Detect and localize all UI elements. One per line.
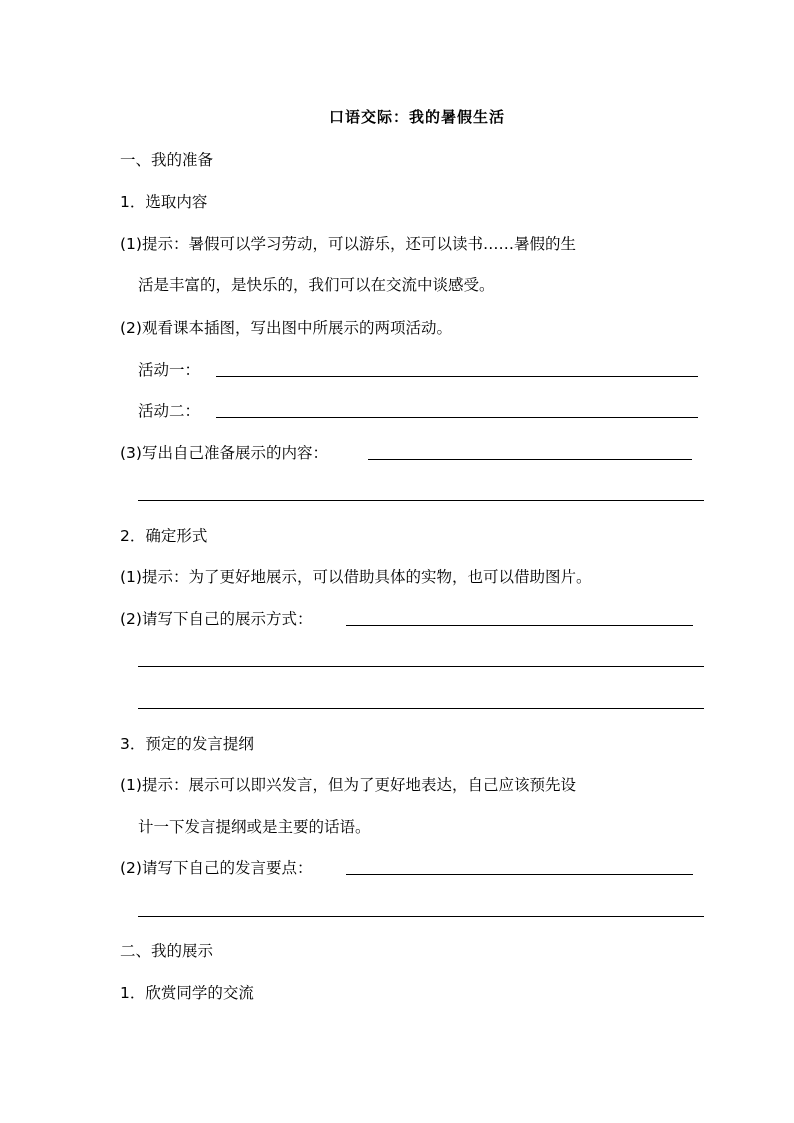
display-method-answer-line-2[interactable] bbox=[138, 666, 704, 667]
section-heading-preparation: 一、我的准备 bbox=[120, 151, 214, 169]
item-heading-speech-outline: 3．预定的发言提纲 bbox=[120, 735, 254, 753]
item-heading-select-content: 1．选取内容 bbox=[120, 193, 208, 211]
activity-2-label: 活动二： bbox=[138, 402, 201, 420]
hint-text-line2: 活是丰富的，是快乐的，我们可以在交流中谈感受。 bbox=[138, 276, 495, 294]
activity-1-answer-line[interactable] bbox=[216, 376, 698, 377]
activity-2-answer-line[interactable] bbox=[216, 417, 698, 418]
display-method-answer-line-3[interactable] bbox=[138, 708, 704, 709]
instruction-display-method: (2)请写下自己的展示方式： bbox=[120, 610, 313, 628]
section-heading-presentation: 二、我的展示 bbox=[120, 942, 214, 960]
speech-points-answer-line-2[interactable] bbox=[138, 916, 704, 917]
instruction-observe-illustration: (2)观看课本插图，写出图中所展示的两项活动。 bbox=[120, 319, 452, 337]
hint-text-form: (1)提示：为了更好地展示，可以借助具体的实物，也可以借助图片。 bbox=[120, 568, 592, 586]
page-title: 口语交际：我的暑假生活 bbox=[328, 108, 505, 126]
activity-1-label: 活动一： bbox=[138, 361, 201, 379]
instruction-display-content: (3)写出自己准备展示的内容： bbox=[120, 444, 328, 462]
display-content-answer-line-2[interactable] bbox=[138, 500, 704, 501]
hint-text-outline-line2: 计一下发言提纲或是主要的话语。 bbox=[138, 818, 371, 836]
speech-points-answer-line-1[interactable] bbox=[346, 874, 693, 875]
hint-text-line1: (1)提示：暑假可以学习劳动，可以游乐，还可以读书……暑假的生 bbox=[120, 235, 576, 253]
item-heading-appreciate-classmates: 1．欣赏同学的交流 bbox=[120, 984, 254, 1002]
hint-text-outline-line1: (1)提示：展示可以即兴发言，但为了更好地表达，自己应该预先设 bbox=[120, 776, 576, 794]
instruction-speech-points: (2)请写下自己的发言要点： bbox=[120, 859, 313, 877]
display-content-answer-line-1[interactable] bbox=[368, 459, 692, 460]
display-method-answer-line-1[interactable] bbox=[346, 625, 693, 626]
item-heading-determine-form: 2．确定形式 bbox=[120, 527, 208, 545]
